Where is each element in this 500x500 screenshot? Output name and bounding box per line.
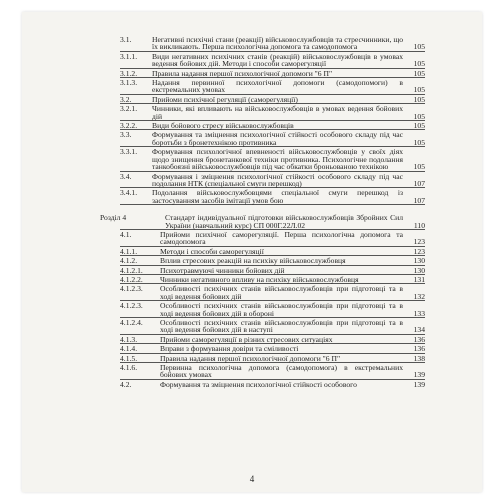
entry-page: 105 (413, 68, 425, 78)
entry-number: 3.2.1. (120, 104, 138, 114)
entry-title: Подолання військовослужбовцями спеціальної смуги перешкод із застосуванням засобів імітації умов бою (152, 188, 403, 205)
toc-entry-4-1-3 (120, 336, 425, 344)
entry-number: 4.1.2.3. (120, 301, 143, 311)
document-page (22, 12, 482, 492)
toc-entry-4-1-2-3b (120, 302, 425, 318)
entry-page: 134 (413, 325, 425, 335)
toc-entry-3-1-3 (120, 79, 425, 95)
entry-title: Прийоми психічної регуляції (саморегуляції) (152, 94, 298, 104)
toc-entry-4-1-5 (120, 355, 425, 363)
entry-number: 4.1. (120, 229, 132, 239)
entry-page: 133 (413, 308, 425, 318)
entry-page: 105 (413, 137, 425, 147)
entry-number: 3.3.1. (120, 147, 138, 157)
entry-number: 3.1. (120, 35, 132, 44)
entry-page: 107 (413, 195, 425, 205)
entry-number: 4.1.2.2. (120, 274, 143, 284)
entry-page: 105 (413, 121, 425, 131)
entry-title: Правила надання першої психологічної допомоги "6 П" (160, 353, 341, 363)
toc-entry-3-2 (120, 96, 425, 104)
entry-title: Надання первинної психологічної допомоги (самодопомоги) в екстремальних умовах (152, 78, 403, 95)
entry-number: 3.2. (120, 94, 132, 104)
toc-entry-3-1-2 (120, 70, 425, 78)
entry-number: 3.1.1. (120, 51, 138, 61)
toc-entry-3-4-1 (120, 189, 425, 205)
toc-section-4 (100, 213, 425, 230)
entry-number: 4.1.6. (120, 363, 138, 373)
section-number: Розділ 4 (100, 213, 127, 223)
entry-title: Психотравмуючі чинники бойових дій (160, 265, 285, 275)
entry-page: 105 (413, 42, 425, 52)
toc-entry-4-1-2-4 (120, 319, 425, 335)
toc-entry-3-2-2 (120, 122, 425, 130)
entry-page: 123 (413, 237, 425, 247)
toc-entry-4-1-2-1 (120, 267, 425, 275)
entry-title: Формування та зміцнення психологічної стійкості особового складу під час боротьби з бронетехнікою противника (152, 130, 403, 147)
entry-page: 136 (413, 344, 425, 354)
toc-entry-3-2-1 (120, 105, 425, 121)
entry-page: 123 (413, 246, 425, 256)
toc-entry-4-1-6 (120, 364, 425, 380)
entry-number: 4.1.2. (120, 256, 138, 266)
entry-page: 105 (413, 94, 425, 104)
entry-number: 3.1.3. (120, 78, 138, 88)
entry-title: Особливості психічних станів військовослужбовців при підготовці та в ході ведення бойових дій (160, 284, 403, 301)
entry-title: Види бойового стресу військовослужбовців (152, 121, 294, 131)
entry-number: 4.1.5. (120, 353, 138, 363)
toc-entry-4-1 (120, 231, 425, 247)
toc-entry-4-2 (120, 381, 425, 388)
entry-page: 105 (413, 111, 425, 121)
entry-title: Види негативних психічних станів (реакцій) військовослужбовців в умовах ведення бойових дій. Методи і способи саморегуляції (152, 51, 403, 69)
entry-title: Формування та зміцнення психологічної стійкості особового (160, 379, 357, 389)
entry-number: 3.3. (120, 130, 132, 140)
entry-page: 105 (413, 59, 425, 69)
entry-title: Формування і зміцнення психологічної стійкості особового складу під час подолання НТК (спеціальної смуги перешкод) (152, 171, 403, 188)
entry-title: Особливості психічних станів військовослужбовців при підготовці та в ході ведення бойових дій в наступі (160, 318, 403, 335)
toc-entry-3-1-1 (120, 53, 425, 69)
entry-number: 4.1.4. (120, 344, 138, 354)
toc-entry-3-1 (120, 36, 425, 52)
entry-page: 107 (413, 178, 425, 188)
entry-page: 139 (413, 379, 425, 389)
entry-title: Чинники, які впливають на військовослужбовців в умовах ведення бойових дій (152, 104, 403, 121)
entry-page: 130 (413, 265, 425, 275)
entry-title: Прийоми саморегуляції в різних стресових ситуаціях (160, 334, 333, 344)
toc-entry-4-1-1 (120, 248, 425, 256)
entry-title: Вплив стресових реакцій на психіку військовослужбовця (160, 256, 346, 266)
table-of-contents (100, 35, 425, 389)
entry-number: 4.1.2.4. (120, 318, 143, 327)
entry-page: 105 (413, 85, 425, 95)
page-number: 4 (249, 474, 255, 484)
entry-number: 3.4.1. (120, 188, 138, 198)
entry-page: 138 (413, 353, 425, 363)
entry-title: Прийоми психічної саморегуляції. Перша психологічна допомога та самодопомога (160, 229, 403, 247)
entry-title: Методи і способи саморегуляції (160, 246, 264, 256)
entry-number: 4.1.2.3. (120, 284, 143, 294)
toc-entry-3-4 (120, 173, 425, 189)
toc-entry-3-3-1 (120, 148, 425, 171)
entry-title: Чинники негативного впливу на психіку військовослужбовця (160, 274, 359, 284)
entry-page: 130 (413, 256, 425, 266)
entry-number: 3.4. (120, 171, 132, 181)
toc-entry-3-3 (120, 131, 425, 147)
entry-title: Негативні психічні стани (реакції) військовослужбовців та стресчинники, що їх викликають. Перша психологічна допомога та самодопомога (152, 35, 403, 52)
entry-number: 4.2. (120, 379, 132, 389)
toc-entry-4-1-2 (120, 257, 425, 265)
entry-title: Первинна психологічна допомога (самодопомога) в екстремальних бойових умовах (160, 363, 403, 380)
toc-entry-4-1-2-3a (120, 285, 425, 301)
entry-number: 4.1.3. (120, 334, 138, 344)
entry-title: Вправи з формування довіри та сміливості (160, 344, 299, 354)
entry-page: 105 (413, 162, 425, 172)
entry-title: Правила надання першої психологічної допомоги "6 П" (152, 68, 333, 78)
entry-title: Формування психологічної впевненості військовослужбовців у своїх діях щодо знищення бронетанкової техніки противника. Психологічне подолання танкобоязні військовослужбовців під час обкатки броньованою технікою (152, 147, 403, 172)
entry-page: 110 (413, 220, 425, 230)
toc-entry-4-1-2-2 (120, 276, 425, 284)
entry-page: 131 (413, 274, 425, 284)
toc-entry-4-1-4 (120, 345, 425, 353)
entry-number: 3.1.2. (120, 68, 138, 78)
entry-page: 136 (413, 334, 425, 344)
entry-number: 3.2.2. (120, 121, 138, 131)
section-title: Стандарт індивідуальної підготовки військовослужбовців Збройних Сил України (навчальний курс) СП 000Г.22Л.02 (165, 213, 403, 230)
entry-title: Особливості психічних станів військовослужбовців при підготовці та в ході ведення бойових дій в обороні (160, 301, 403, 318)
entry-number: 4.1.1. (120, 246, 138, 256)
entry-number: 4.1.2.1. (120, 265, 143, 275)
entry-page: 132 (413, 291, 425, 301)
entry-page: 139 (413, 370, 425, 380)
